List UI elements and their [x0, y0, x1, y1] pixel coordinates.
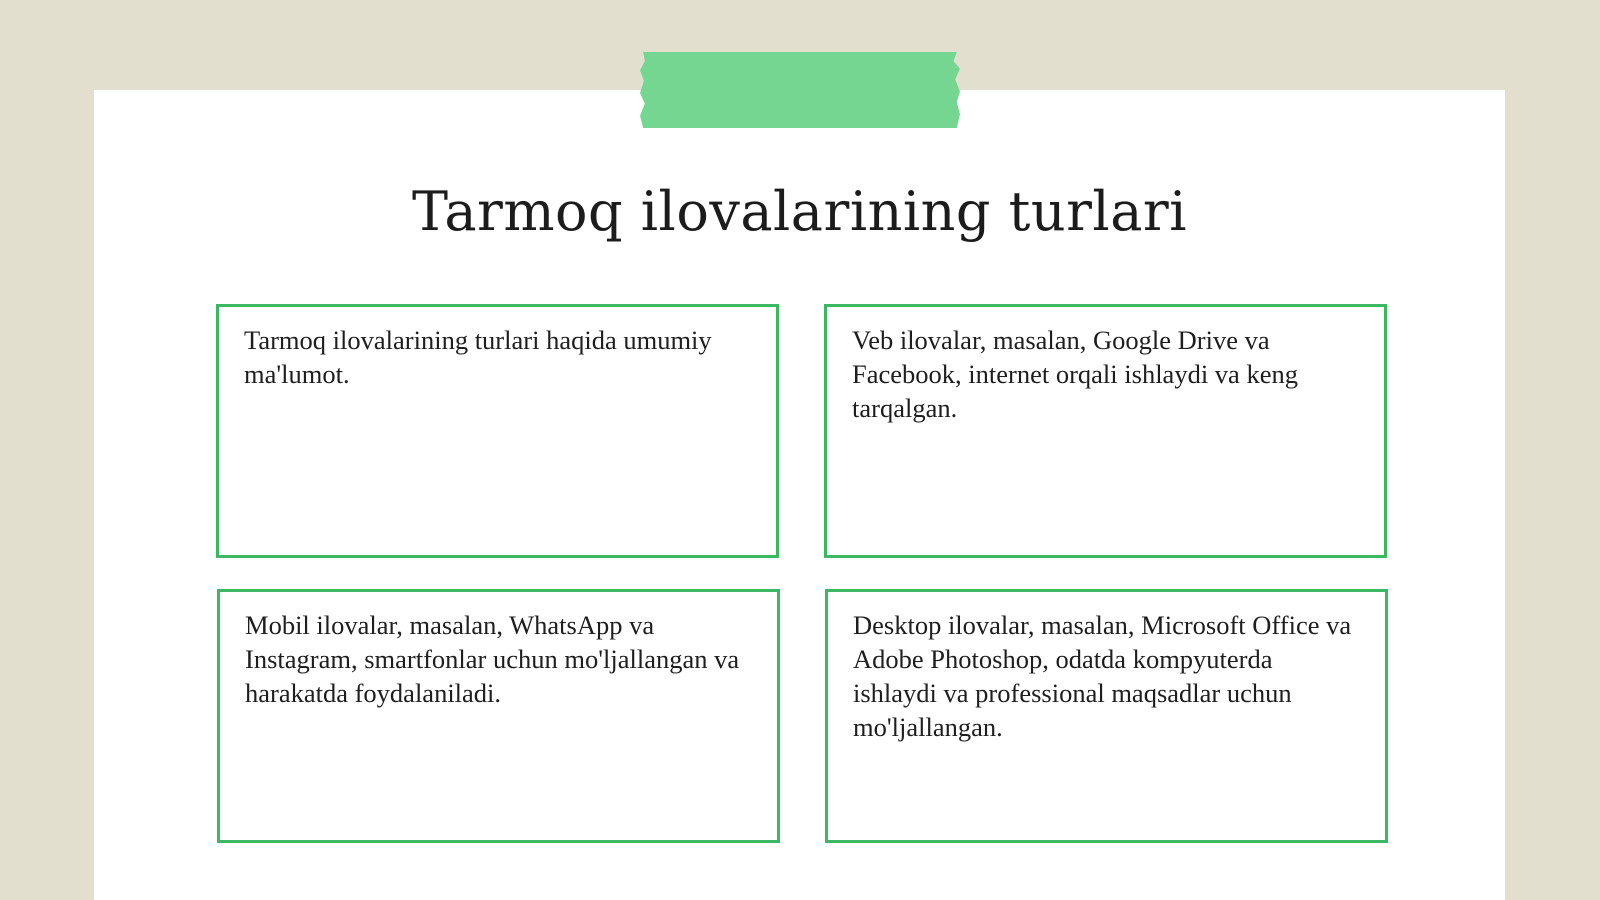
card-text: Tarmoq ilovalarining turlari haqida umumiy ma'lumot.: [244, 325, 712, 389]
card-text: Mobil ilovalar, masalan, WhatsApp va Instagram, smartfonlar uchun mo'ljallangan va harakatda foydalaniladi.: [245, 610, 740, 708]
slide-title: Tarmoq ilovalarining turlari: [412, 180, 1187, 243]
card-text: Desktop ilovalar, masalan, Microsoft Office va Adobe Photoshop, odatda kompyuterda ishlaydi va professional maqsadlar uchun mo'ljallangan.: [853, 610, 1352, 742]
decorative-tape: [640, 52, 960, 128]
content-card: [825, 589, 1388, 843]
content-card: [824, 304, 1387, 558]
card-text: Veb ilovalar, masalan, Google Drive va Facebook, internet orqali ishlaydi va keng tarqalgan.: [852, 325, 1298, 423]
content-card: [216, 304, 779, 558]
content-card: [217, 589, 780, 843]
